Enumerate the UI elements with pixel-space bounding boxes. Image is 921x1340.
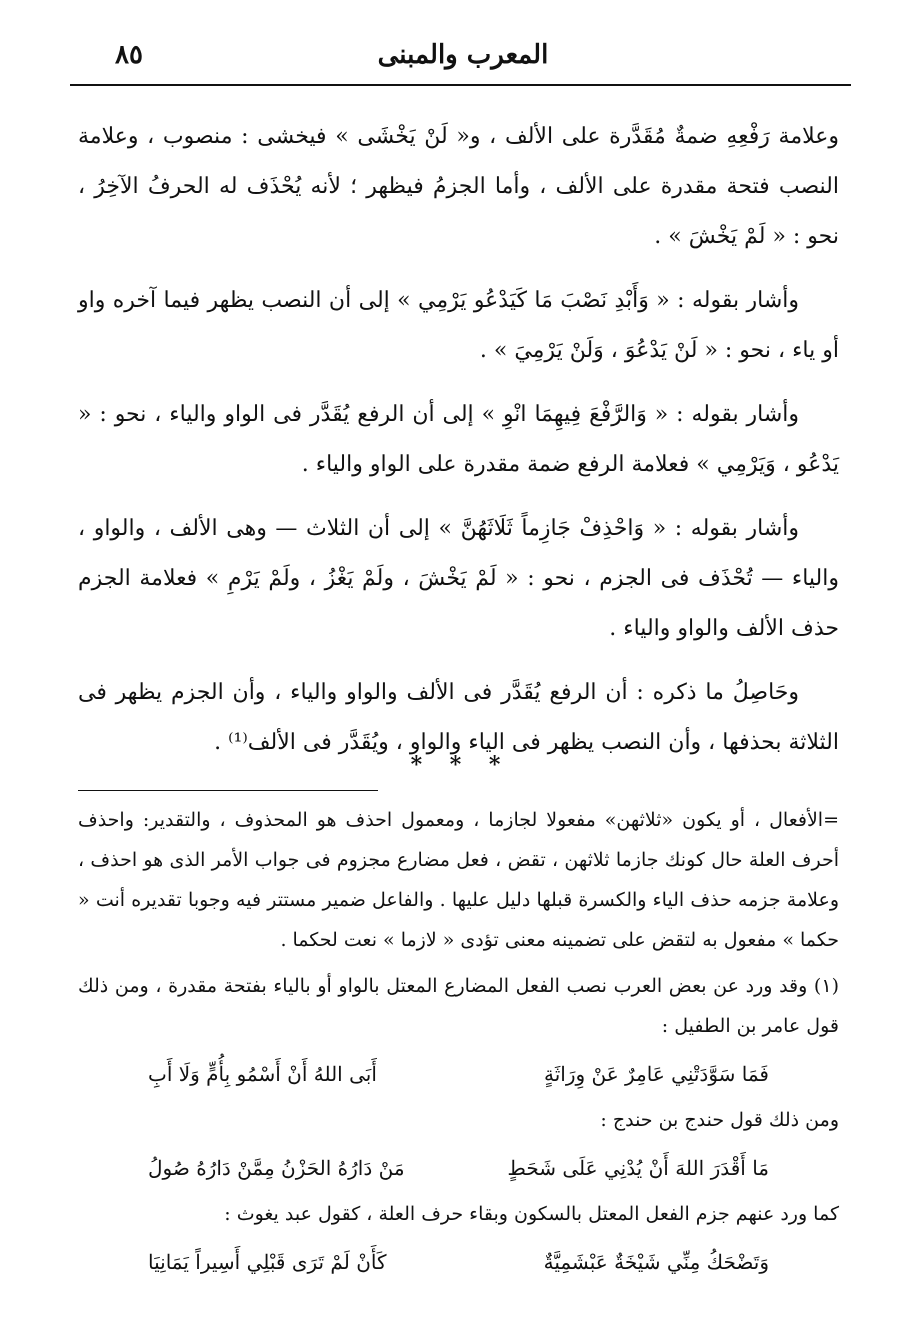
verse-first-hemistich: فَمَا سَوَّدَتْنِي عَامِرٌ عَنْ وِرَاثَةٍ: [543, 1062, 769, 1086]
verse-attribution: ومن ذلك قول حندج بن حندج :: [600, 1109, 839, 1131]
verse-attribution: كما ورد عنهم جزم الفعل المعتل بالسكون وبقاء حرف العلة ، كقول عبد يغوث :: [224, 1203, 839, 1225]
paragraph: وأشار بقوله : « وَأَبْدِ نَصْبَ مَا كَيَدْعُو يَرْمِي » إلى أن النصب يظهر فيما آخره واو أو ياء ، نحو : « لَنْ يَدْعُوَ ، وَلَنْ يَرْمِيَ » .: [78, 288, 839, 363]
header-rule: [70, 84, 851, 86]
footnote-rule: [78, 790, 378, 791]
verse: [78, 1240, 839, 1284]
footnote-continued: =الأفعال ، أو يكون «ثلاثهن» مفعولا لجازما ، ومعمول احذف هو المحذوف ، والتقدير: واحذف أحرف العلة حال كونك جازما ثلاثهن ، تقض ، فعل مضارع مجزوم فى جواب الأمر الذى هو احذف ، وعلامة جزمه حذف الياء والكسرة قبلها دليل عليها . والفاعل ضمير مستتر فيه وجوبا تقديره أنت « حكما » مفعول به لتقض على تضمينه معنى تؤدى « لازما » نعت لحكما .: [78, 809, 840, 951]
verse: [78, 1146, 839, 1190]
verse: [78, 1052, 839, 1096]
verse-first-hemistich: مَا أَقْدَرَ اللهَ أَنْ يُدْنِي عَلَى شَحَطٍ: [507, 1156, 769, 1180]
paragraph: وأشار بقوله : « وَالرَّفْعَ فِيهِمَا انْوِ » إلى أن الرفع يُقَدَّر فى الواو والياء ، نحو : « يَدْعُو ، وَيَرْمِي » فعلامة الرفع ضمة مقدرة على الواو والياء .: [78, 402, 839, 477]
verse-second-hemistich: كَأَنْ لَمْ تَرَى قَبْلِي أَسِيراً يَمَانِيَا: [148, 1250, 387, 1274]
running-title: المعرب والمبنى: [377, 40, 549, 70]
footnotes: [78, 800, 839, 1288]
paragraph: وحَاصِلُ ما ذكره : أن الرفع يُقَدَّر فى الألف والواو والياء ، وأن الجزم يظهر فى الثلاثة بحذفها ، وأن النصب يظهر فى الياء والواو ، ويُقَدَّر فى الألف⁽¹⁾ .: [78, 680, 839, 755]
page-header: [75, 36, 851, 80]
verse-second-hemistich: مَنْ دَارُهُ الحَزْنُ مِمَّنْ دَارُهُ صُولُ: [148, 1156, 405, 1180]
paragraph: وعلامة رَفْعِهِ ضمةٌ مُقَدَّرة على الألف ، و« لَنْ يَخْشَى » فيخشى : منصوب ، وعلامة النصب فتحة مقدرة على الألف ، وأما الجزمُ فيظهر ؛ لأنه يُحْذَف له الحرفُ الآخِرُ ، نحو : « لَمْ يَخْشَ » .: [78, 124, 839, 249]
verse-second-hemistich: أَبَى اللهُ أَنْ أَسْمُو بِأُمٍّ وَلَا أَبِ: [148, 1062, 377, 1086]
page-number: ٨٥: [115, 40, 143, 70]
verse-first-hemistich: وَتَضْحَكُ مِنِّي شَيْخَةٌ عَبْشَمِيَّةٌ: [543, 1250, 769, 1274]
footnote-1: (١) وقد ورد عن بعض العرب نصب الفعل المضارع المعتل بالواو أو بالياء بفتحة مقدرة ، ومن ذلك قول عامر بن الطفيل :: [78, 975, 839, 1037]
paragraph: وأشار بقوله : « وَاحْذِفْ جَازِماً ثَلَاثَهُنَّ » إلى أن الثلاث — وهى الألف ، والواو ، والياء — تُحْذَف فى الجزم ، نحو : « لَمْ يَخْشَ ، ولَمْ يَغْزُ ، ولَمْ يَرْمِ » فعلامة الجزم حذف الألف والواو والياء .: [78, 516, 839, 641]
main-text: [78, 112, 839, 782]
section-separator: * * *: [410, 752, 511, 778]
